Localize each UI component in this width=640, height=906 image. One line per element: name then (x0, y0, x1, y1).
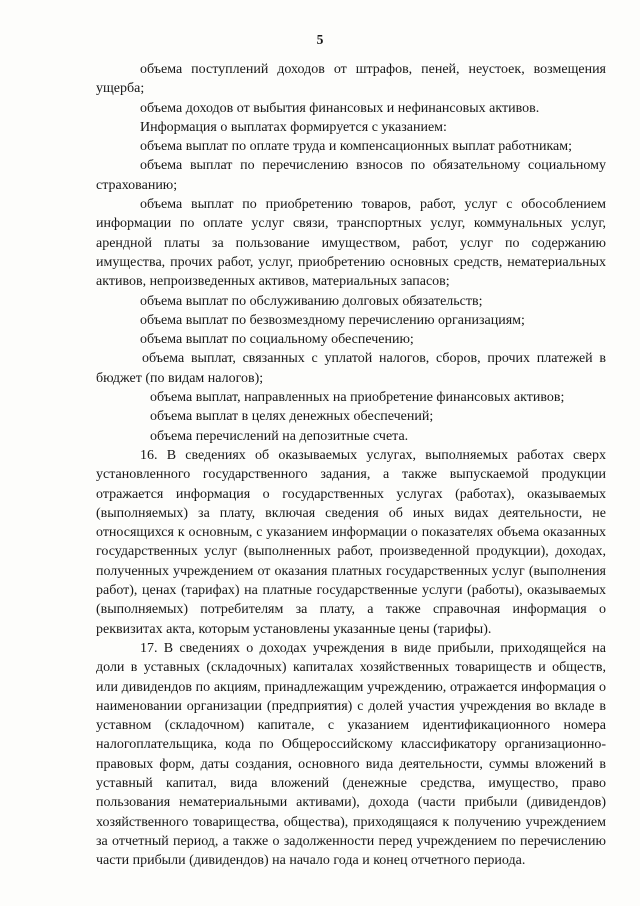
paragraph-payments-taxes: объема выплат, связанных с уплатой налогов, сборов, прочих платежей в бюджет (по видам налогов); (96, 351, 606, 386)
paragraph-income-fines: объема поступлений доходов от штрафов, пеней, неустоек, возмещения ущерба; (96, 62, 606, 97)
paragraph-deposit-transfers: объема перечислений на депозитные счета. (150, 428, 409, 444)
paragraph-payments-transfers: объема выплат по безвозмездному перечислению организациям; (140, 312, 525, 328)
paragraph-payments-intro: Информация о выплатах формируется с указанием: (140, 119, 447, 135)
paragraph-payments-wages: объема выплат по оплате труда и компенсационных выплат работникам; (140, 139, 573, 155)
page-number: 5 (316, 32, 324, 47)
paragraph-payments-goods-services: объема выплат по приобретению товаров, работ, услуг с обособлением информации по оплате услуг связи, транспортных услуг, коммунальных услуг, арендной платы за пользование имуществом, работ, услуг по содержанию имущества, прочих работ, услуг, приобретению основных средств, нематериальных активов, непроизведенных активов, материальных запасов; (96, 197, 606, 290)
document-body (96, 60, 606, 870)
paragraph-income-disposal-assets: объема доходов от выбытия финансовых и нефинансовых активов. (140, 100, 540, 116)
paragraph-payments-cash-provision: объема выплат в целях денежных обеспечений; (150, 409, 434, 425)
paragraph-payments-social-security: объема выплат по социальному обеспечению; (140, 332, 414, 348)
paragraph-payments-financial-assets: объема выплат, направленных на приобретение финансовых активов; (150, 390, 565, 406)
paragraph-payments-debt-service: объема выплат по обслуживанию долговых обязательств; (140, 293, 483, 309)
paragraph-section-17: 17. В сведениях о доходах учреждения в виде прибыли, приходящейся на доли в уставных (складочных) капиталах хозяйственных товариществ и обществ, или дивидендов по акциям, принадлежащим учреждению, отражается информация о наименовании организации (предприятия) с долей участия учреждения во вкладе в уставном (складочном) капитале, с указанием идентификационного номера налогоплательщика, кода по Общероссийскому классификатору организационно-правовых форм, даты создания, основного вида деятельности, суммы вложений в уставный капитал, вида вложений (денежные средства, имущество, право пользования нематериальными активами), дохода (части прибыли (дивидендов) хозяйственного товарищества, общества), приходящаяся к получению учреждением за отчетный период, а также о задолженности перед учреждением по перечислению части прибыли (дивидендов) на начало года и конец отчетного периода. (96, 640, 606, 869)
paragraph-section-16: 16. В сведениях об оказываемых услугах, выполняемых работах сверх установленного государственного задания, а также выпускаемой продукции отражается информация о государственных услугах (работах), оказываемых (выполняемых) за плату, включая сведения об иных видах деятельности, не относящихся к основным, с указанием информации о показателях объема оказанных государственных услуг (выполненных работ, произведенной продукции), доходах, полученных учреждением от оказания платных государственных услуг (выполнения работ), ценах (тарифах) на платные государственные услуги (работы), оказываемых (выполняемых) потребителям за плату, а также справочная информация о реквизитах акта, которым установлены указанные цены (тарифы). (96, 447, 606, 637)
paragraph-payments-social-insurance: объема выплат по перечислению взносов по обязательному социальному страхованию; (96, 158, 606, 193)
